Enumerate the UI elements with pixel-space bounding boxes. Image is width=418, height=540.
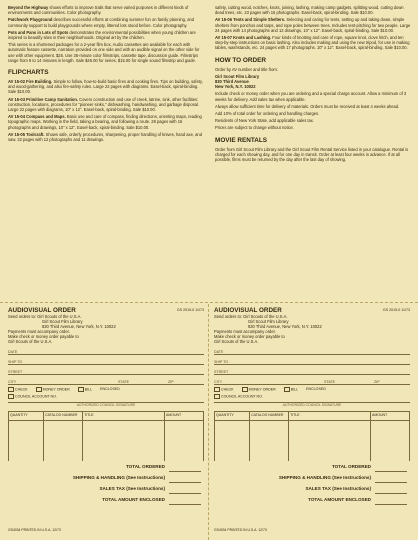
flipchart-item: AV 15-06 Tents and Simple Shelters. Selecting and caring for tents, setting up and taking down, simple shelters from ponchos and tarps, and rope poles between trees. Includes tent-pitching for two people. Large 24 pages with 14 photographs and 12 drawings, 10" x 12". Easel-back, spiral-binding. Sale $10.00. xyxy=(215,17,411,33)
perforation-line xyxy=(0,302,418,303)
column-header: QUANTITY xyxy=(215,411,250,420)
total-ordered-row[interactable]: TOTAL ORDERED xyxy=(8,461,201,472)
intro-paragraph: Pots and Pans in Lots of Spots demonstrates the environmental possibilities when young children are inspired to beautify sites in their neighborhoods. Original art by the children. xyxy=(8,29,196,41)
column-header: CATALOG NUMBER xyxy=(44,411,83,420)
enclosed-label: ENCLOSED xyxy=(306,386,326,391)
flipchart-item: AV 15-03 Primitive Camp Sanitation. Covers construction and use of creek, latrine, sink, other facilities: construction, locations, procedures for "pioneer sinks," dishwashing, handwashing, and garbage disposal. Large 22 pages with diagrams, 10" x 12". Easel-back, spiral-binding. Sale $10.00. xyxy=(8,96,200,113)
column-header: TITLE xyxy=(83,411,165,420)
order-paragraph: Always allow sufficient time for delivery of materials. Orders must be received at least 4 weeks ahead. xyxy=(215,103,400,109)
how-to-order-intro: Order by AV number and title from: xyxy=(215,66,278,72)
order-form xyxy=(214,307,410,533)
order-paragraph: Prices are subject to change without notice. xyxy=(215,125,294,131)
city-state-zip-field[interactable]: CITY STATE ZIP xyxy=(8,375,204,385)
flipchart-item: AV 15-07 Knots and Lashing. Four kinds of knotting and care of rope, square knot, clove hitch, and ten step-by-step instructions on basic lashing. Also includes making and using the new tripod, for use in making tables, washstands, etc. 24 pages with 17 photographs. 10" x 12". Easel-back, spiral-binding. Sale $10.00. xyxy=(215,35,410,51)
check-checkbox[interactable]: CHECK xyxy=(214,387,234,393)
money-order-checkbox[interactable]: MONEY ORDER xyxy=(36,387,70,393)
send-orders-to: Send orders to: Girl Scouts of the U.S.A. Girl Scout Film Library 830 Third Avenue, New York, N.Y. 10022 xyxy=(8,314,116,330)
shipping-row[interactable]: SHIPPING & HANDLING (See Instructions) xyxy=(8,472,201,483)
city-state-zip-field[interactable]: CITY STATE ZIP xyxy=(214,375,410,385)
money-order-checkbox[interactable]: MONEY ORDER xyxy=(242,387,276,393)
order-paragraph: Residents of New York State, add applicable sales tax. xyxy=(215,118,314,124)
form-number: GS 2019-0 11/73 xyxy=(382,308,410,312)
street-field[interactable]: STREET xyxy=(214,365,410,375)
send-orders-to: Send orders to: Girl Scouts of the U.S.A. Girl Scout Film Library 830 Third Avenue, New York, N.Y. 10022 xyxy=(214,314,322,330)
account-row xyxy=(8,394,204,400)
column-header: CATALOG NUMBER xyxy=(250,411,289,420)
council-account-checkbox[interactable]: COUNCIL ACCOUNT NO. xyxy=(214,394,263,400)
form-title: AUDIOVISUAL ORDER xyxy=(214,307,282,314)
cut-line xyxy=(208,304,209,540)
ship-to-field[interactable]: SHIP TO xyxy=(214,355,410,365)
column-header: AMOUNT xyxy=(371,411,410,420)
shipping-row[interactable]: SHIPPING & HANDLING (See Instructions) xyxy=(214,472,407,483)
street-field[interactable]: STREET xyxy=(8,365,204,375)
table-row[interactable] xyxy=(9,420,204,461)
flipchart-item: AV 15-02 Fire Building. Simple to follow, how-to-build basic fires and cooking fires. Tips on building, safety, and wood-gathering, and also fire-safety rules. Large 22 pages with diagrams. Easel-back, spiral-binding. Sale $10.00. xyxy=(8,79,203,95)
payment-note: Payments must accompany order. Make check or money order payable to Girl Scouts of the U.S.A. xyxy=(8,329,79,345)
intro-paragraph: Beyond the Highway shows efforts to improve trails that serve varied purposes in different kinds of environments and communities. Color photography. xyxy=(8,5,189,16)
right-column xyxy=(215,5,411,164)
form-footer: GS4034 PRINTED IN U.S.A. 12/73 xyxy=(8,527,61,532)
flipchart-item: AV 15-05 Toolcraft. Shows safe, orderly procedures, sharpening, proper handling of knives, hand axe, and saw. 22 pages with 12 photographs and 11 drawings. xyxy=(8,131,202,143)
payment-checkboxes xyxy=(8,387,204,393)
sales-tax-row[interactable]: SALES TAX (See Instructions) xyxy=(214,483,407,494)
date-field[interactable]: DATE xyxy=(214,345,410,355)
intro-paragraph: Patchwork Playground describes successful efforts at combining summer fun on family planning, and community support to build playgrounds where empty, littered lots stood before. Color photography. xyxy=(8,17,195,28)
order-table xyxy=(214,411,410,461)
total-ordered-row[interactable]: TOTAL ORDERED xyxy=(214,461,407,472)
totals-block xyxy=(8,461,204,505)
form-number: GS 2019-0 11/73 xyxy=(176,308,204,312)
check-checkbox[interactable]: CHECK xyxy=(8,387,28,393)
account-row xyxy=(214,394,410,400)
signature-line[interactable]: AUTHORIZED COUNCIL SIGNATURE xyxy=(8,402,204,408)
flipchart-item: AV 15-04 Compass and Maps. Basic use and care of compass, finding directions, orienting maps, reading topographic maps. Working in the field, taking a bearing, and following a route. 28 pages with 16 photographs and drawings, 10" x 12". Easel-back, spiral-binding. Sale $10.00. xyxy=(8,114,202,130)
signature-line[interactable]: AUTHORIZED COUNCIL SIGNATURE xyxy=(214,402,410,408)
column-header: TITLE xyxy=(289,411,371,420)
intro-paragraph: This series is a shortened packages for a 2-year film box. Audio cassettes are available for each with automatic feature cassette, narration provided on one side and with an audible signal on the other side for use with other equipment. $25. Use 35-minute color filmstrips, cassette tape, discussion guide. Filmstrips range from 9 to 14 minutes in length. Sale $45.00 for series, $15.00 for single sound filmstrip and guide. xyxy=(8,42,200,63)
total-enclosed-row[interactable]: TOTAL AMOUNT ENCLOSED xyxy=(214,494,407,505)
table-row[interactable] xyxy=(215,420,410,461)
column-header: QUANTITY xyxy=(9,411,44,420)
council-account-checkbox[interactable]: COUNCIL ACCOUNT NO. xyxy=(8,394,57,400)
date-field[interactable]: DATE xyxy=(8,345,204,355)
payment-note: Payments must accompany order. Make check or money order payable to Girl Scouts of the U.S.A. xyxy=(214,329,285,345)
movie-rentals-heading: MOVIE RENTALS xyxy=(215,136,268,144)
form-footer: GS4034 PRINTED IN U.S.A. 12/73 xyxy=(214,527,267,532)
form-title: AUDIOVISUAL ORDER xyxy=(8,307,76,314)
order-table xyxy=(8,411,204,461)
library-address: Girl Scout Film Library 830 Third Avenue New York, N.Y. 10022 xyxy=(215,73,260,90)
order-paragraph: Include check or money order when you are ordering and a special charge account. Allow a minimum of 3 weeks for delivery. Add sales tax when applicable. xyxy=(215,91,407,102)
payment-checkboxes xyxy=(214,387,410,393)
column-header: AMOUNT xyxy=(165,411,204,420)
order-paragraph: Add 10% of total order for ordering and handling charges. xyxy=(215,111,320,117)
how-to-order-heading: HOW TO ORDER xyxy=(215,56,267,64)
bill-checkbox[interactable]: BILL xyxy=(284,387,298,393)
continued-text: safety, cutting wood, notches, knots, joining, lashing, making camp gadgets, splitting wood, cutting down dead trees, etc. 23 pages with 15 photographs. Easel-back, spiral-binding. Sale $10.00. xyxy=(215,5,404,16)
ship-to-field[interactable]: SHIP TO xyxy=(8,355,204,365)
enclosed-label: ENCLOSED xyxy=(100,386,120,391)
movie-rentals-text: Order from Girl Scout Film Library and the Girl Scout Film Rental Service listed in your catalogue. Rental is charged for each showing day, and for one day in transit. Order at least four weeks in advance. If at all possible, films must be returned by the day after the last day of showing. xyxy=(215,146,409,163)
order-form xyxy=(8,307,204,533)
total-enclosed-row[interactable]: TOTAL AMOUNT ENCLOSED xyxy=(8,494,201,505)
flipcharts-heading: FLIPCHARTS xyxy=(8,69,49,77)
bill-checkbox[interactable]: BILL xyxy=(78,387,92,393)
sales-tax-row[interactable]: SALES TAX (See Instructions) xyxy=(8,483,201,494)
left-column xyxy=(8,5,204,144)
totals-block xyxy=(214,461,410,505)
